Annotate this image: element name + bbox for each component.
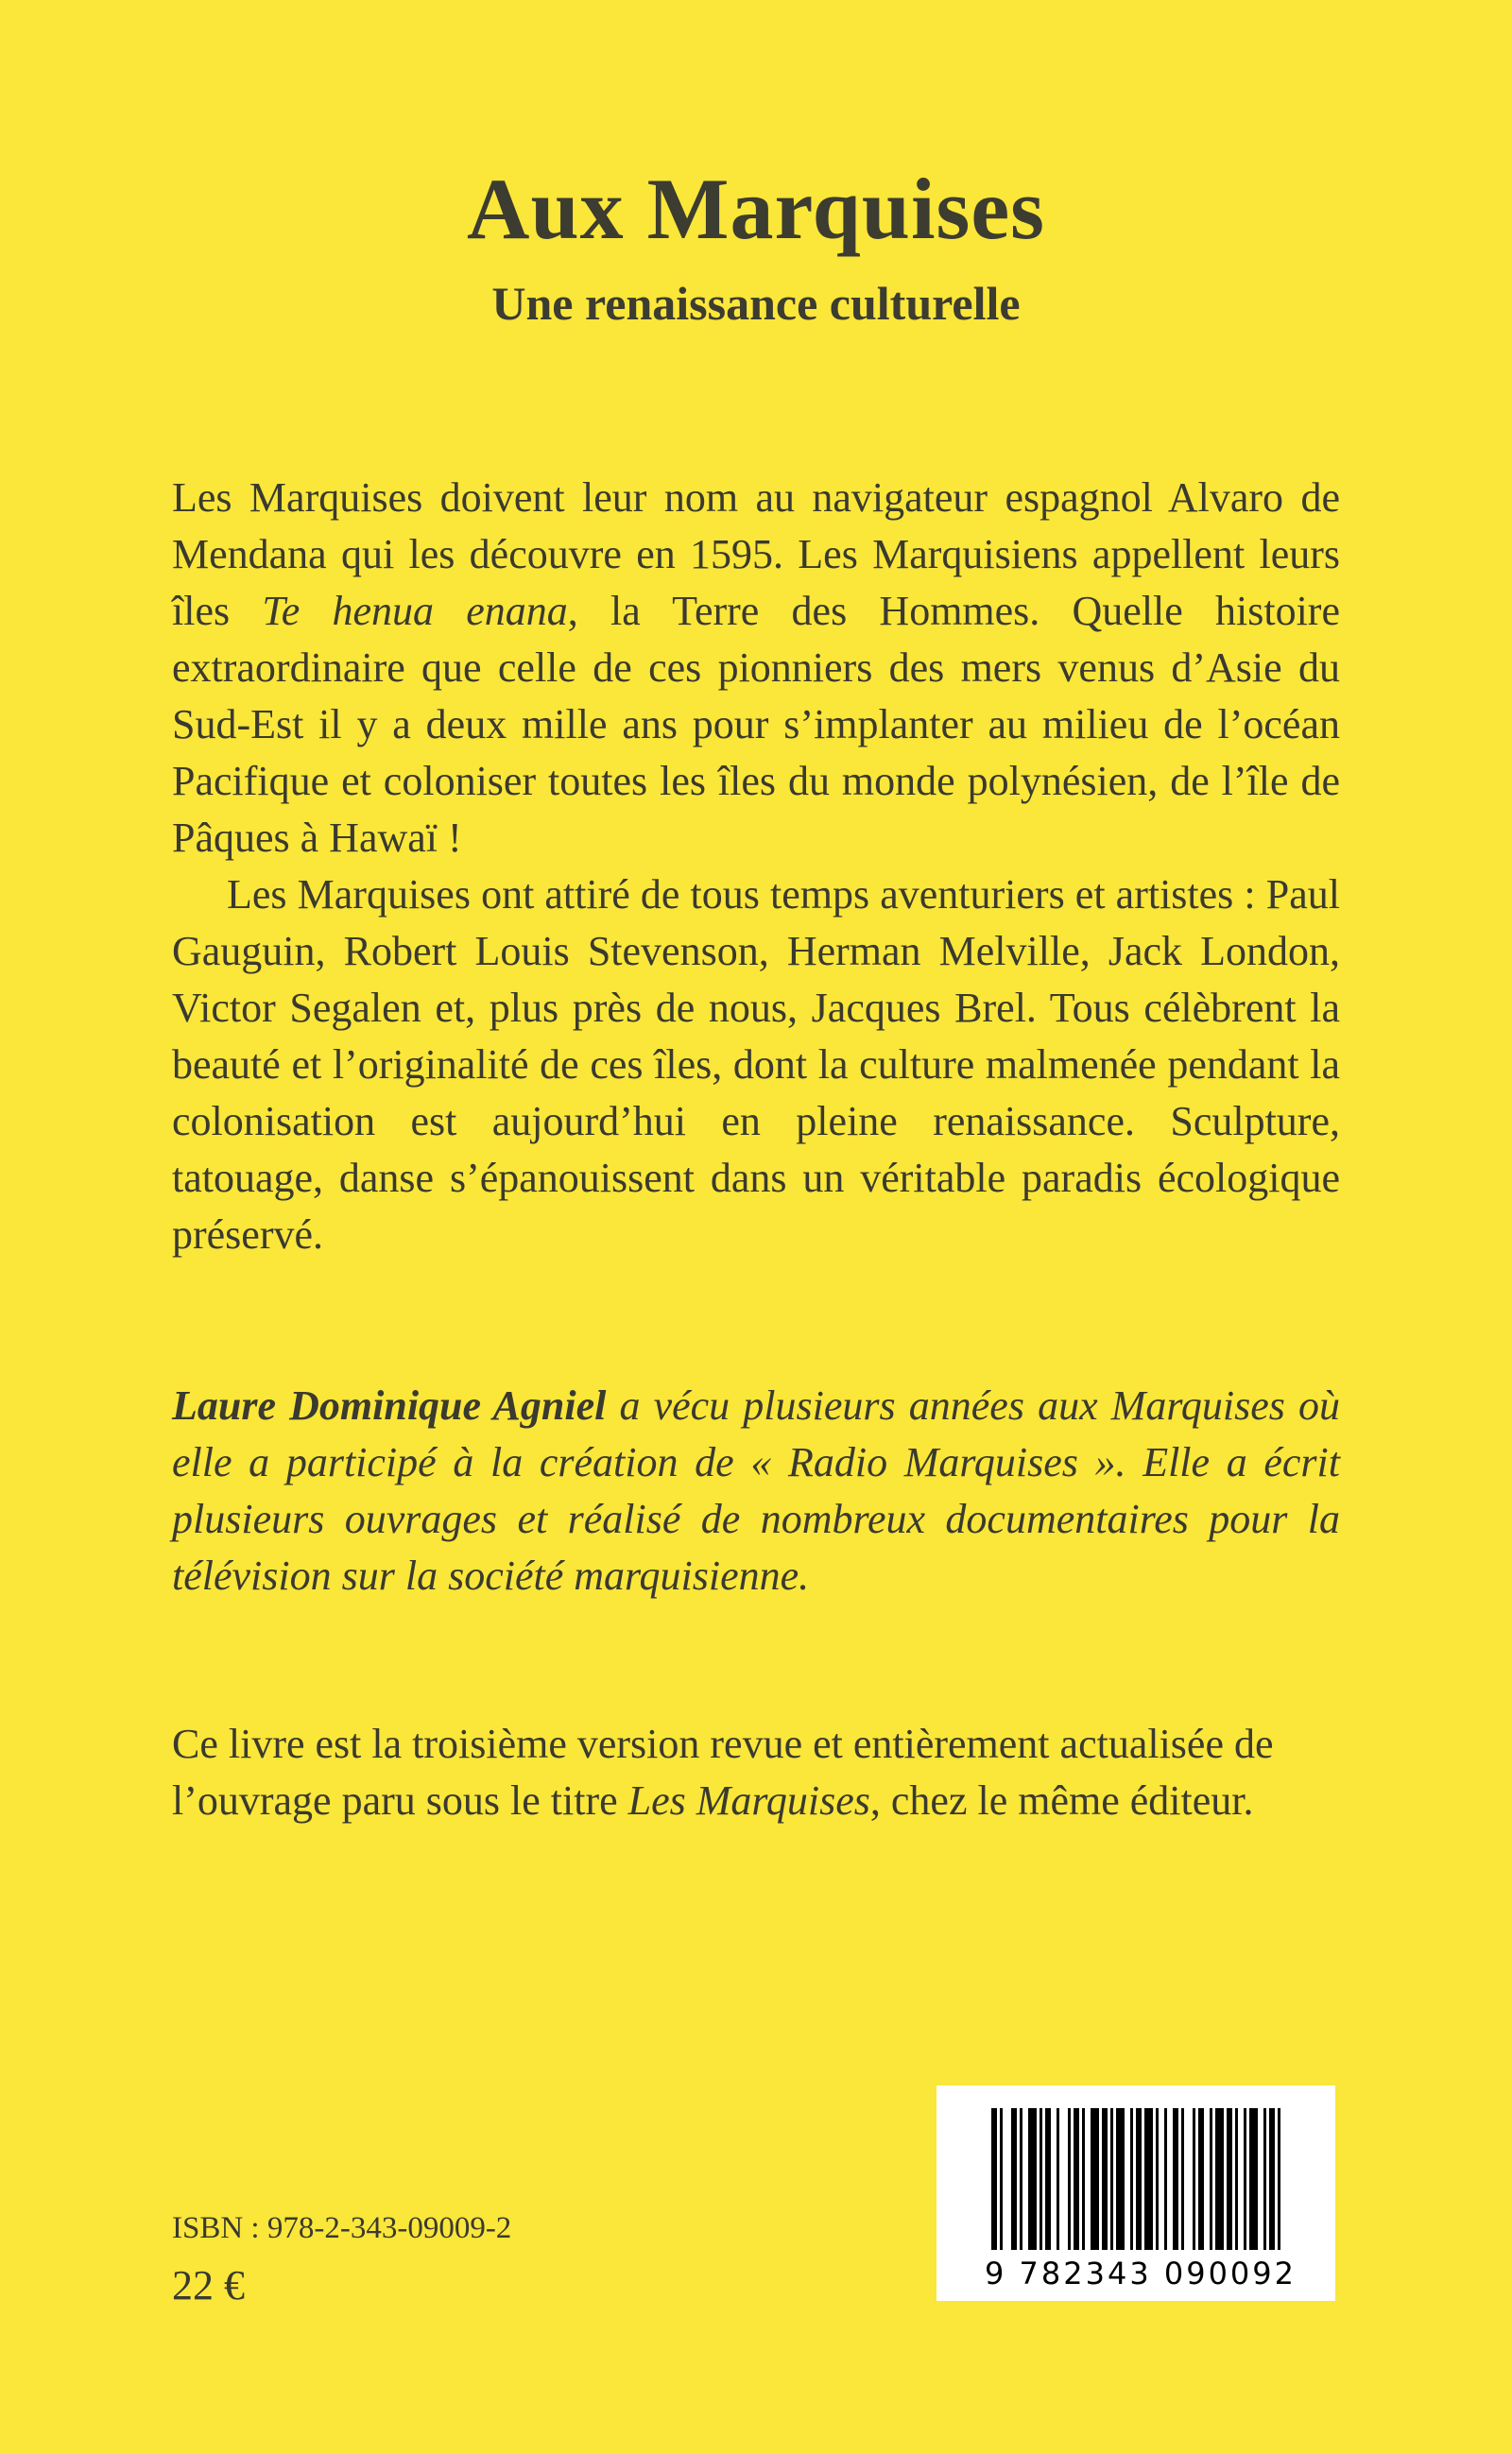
price-label: 22 € <box>172 2262 245 2308</box>
author-bio <box>172 1378 1340 1605</box>
barcode <box>936 2085 1335 2301</box>
paragraph-1-italic: Te henua enana <box>262 588 568 634</box>
barcode-bar <box>1045 2108 1051 2250</box>
barcode-bars <box>991 2108 1280 2250</box>
paragraph-1-text-a: Les Marquises doivent leur nom au navigateur espagnol Alvaro de Mendana qui les découvre en 1595. Les Marquisiens appellent leurs îles <box>172 474 1340 634</box>
barcode-bar <box>1000 2108 1003 2250</box>
barcode-bar <box>1011 2108 1017 2250</box>
barcode-bar <box>1130 2108 1133 2250</box>
barcode-bar <box>1198 2108 1204 2250</box>
barcode-bar <box>1278 2108 1280 2250</box>
edition-italic-title: Les Marquises <box>627 1777 870 1824</box>
barcode-bar <box>1136 2108 1142 2250</box>
barcode-bar <box>1102 2108 1108 2250</box>
isbn-label: ISBN : 978-2-343-09009-2 <box>172 2211 512 2245</box>
barcode-bar <box>1193 2108 1195 2250</box>
edition-note <box>172 1716 1340 1829</box>
barcode-bar <box>1028 2108 1037 2250</box>
barcode-bar <box>1215 2108 1224 2250</box>
barcode-bar <box>1249 2108 1258 2250</box>
description-paragraph-2 <box>172 867 1340 1263</box>
barcode-bar <box>1082 2108 1085 2250</box>
author-bio-text: a vécu plusieurs années aux Marquises où elle a participé à la création de « Radio Marquises ». Elle a écrit plusieurs ouvrages et réalisé de nombreux documentaires pour la télévision sur la société marquisienne. <box>172 1382 1340 1599</box>
barcode-digits: 9 782343 090092 <box>984 2256 1297 2291</box>
description-paragraph-1 <box>172 470 1340 867</box>
barcode-bar <box>1164 2108 1167 2250</box>
barcode-bar <box>1181 2108 1184 2250</box>
barcode-bar <box>1110 2108 1113 2250</box>
barcode-bar <box>1074 2108 1079 2250</box>
barcode-bar <box>1144 2108 1153 2250</box>
barcode-bar <box>1020 2108 1022 2250</box>
barcode-bar <box>1068 2108 1071 2250</box>
barcode-bar <box>1235 2108 1238 2250</box>
barcode-bar <box>991 2108 997 2250</box>
barcode-bar <box>1116 2108 1125 2250</box>
author-name: Laure Dominique Agniel <box>172 1382 607 1429</box>
barcode-bar <box>1269 2108 1275 2250</box>
barcode-bar <box>1156 2108 1159 2250</box>
barcode-bar <box>1040 2108 1042 2250</box>
barcode-bar <box>1210 2108 1212 2250</box>
barcode-bar <box>1227 2108 1232 2250</box>
edition-text-b: , chez le même éditeur. <box>869 1777 1254 1824</box>
barcode-bar <box>1091 2108 1099 2250</box>
barcode-bar <box>1057 2108 1059 2250</box>
book-title: Aux Marquises <box>467 161 1045 257</box>
paragraph-1-text-b: , la Terre des Hommes. Quelle histoire extraordinaire que celle de ces pionniers des mers venus d’Asie du Sud-Est il y a deux mille ans pour s’implanter au milieu de l’océan Pacifique et coloniser toutes les îles du monde polynésien, de l’île de Pâques à Hawaï ! <box>172 588 1340 861</box>
book-subtitle: Une renaissance culturelle <box>491 277 1021 330</box>
edition-text-a: Ce livre est la troisième version revue et entièrement actualisée de l’ouvrage paru sous le titre <box>172 1721 1274 1824</box>
barcode-bar <box>1263 2108 1266 2250</box>
barcode-bar <box>1173 2108 1178 2250</box>
barcode-bar <box>1244 2108 1246 2250</box>
paragraph-2-text: Les Marquises ont attiré de tous temps aventuriers et artistes : Paul Gauguin, Robert Louis Stevenson, Herman Melville, Jack London, Victor Segalen et, plus près de nous, Jacques Brel. Tous célèbrent la beauté et l’originalité de ces îles, dont la culture malmenée pendant la colonisation est aujourd’hui en pleine renaissance. Sculpture, tatouage, danse s’épanouissent dans un véritable paradis écologique préservé. <box>172 871 1340 1258</box>
